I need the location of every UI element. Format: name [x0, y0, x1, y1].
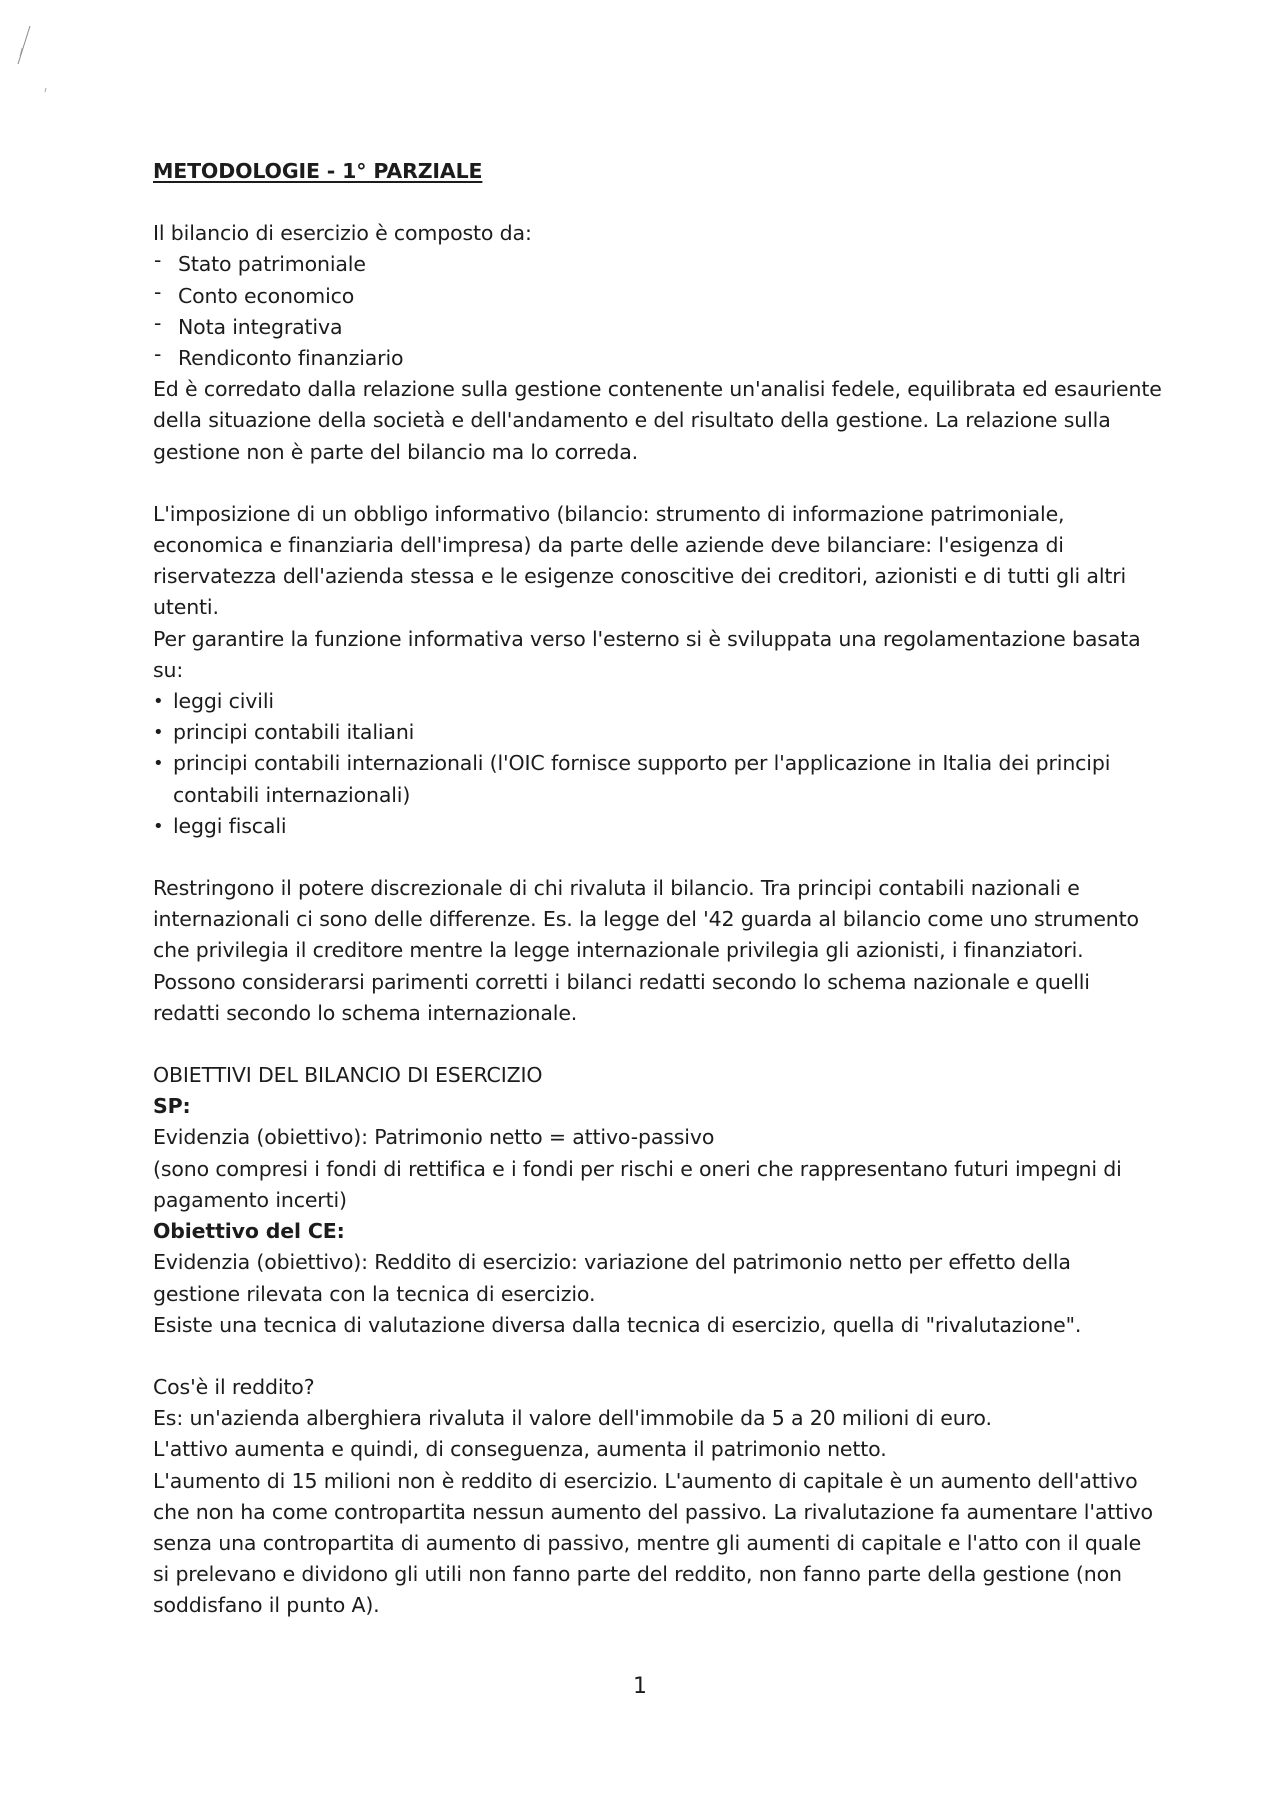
list-item — [153, 717, 1163, 748]
intro-text: Il bilancio di esercizio è composto da: — [153, 221, 532, 246]
scan-pen-mark — [8, 18, 58, 108]
sp-note: (sono compresi i fondi di rettifica e i fondi per rischi e oneri che rappresentano futuri impegni di pagamento incerti) — [153, 1156, 1122, 1212]
list-item-text: Conto economico — [178, 283, 355, 308]
list-item-text: leggi civili — [173, 689, 274, 714]
document-page — [153, 156, 1163, 1622]
sp-line: Evidenzia (obiettivo): Patrimonio netto = attivo-passivo — [153, 1125, 715, 1150]
paragraph-obbligo: L'imposizione di un obbligo informativo (bilancio: strumento di informazione patrimoniale, economica e finanziaria dell'impresa) da parte delle aziende deve bilanciare: l'esigenza di riservatezza dell'azienda stessa e le esigenze conoscitive dei creditori, azionisti e di tutti gli altri utenti. — [153, 501, 1127, 620]
spacer — [153, 1029, 1163, 1060]
reddito-aumento: L'aumento di 15 milioni non è reddito di esercizio. L'aumento di capitale è un aumento dell'attivo che non ha come contropartita nessun aumento del passivo. La rivalutazione fa aumentare l'attivo senza una contropartita di aumento di passivo, mentre gli aumenti di capitale e l'atto con il quale si prelevano e dividono gli utili non fanno parte del reddito, non fanno parte della gestione (non soddisfano il punto A). — [153, 1468, 1153, 1618]
spacer — [153, 468, 1163, 499]
list-item — [153, 748, 1163, 810]
reddito-attivo: L'attivo aumenta e quindi, di conseguenza, aumenta il patrimonio netto. — [153, 1437, 887, 1462]
list-item — [153, 811, 1163, 842]
list-item — [153, 343, 1163, 374]
sources-list — [153, 686, 1163, 842]
dash-marker: - — [154, 279, 162, 304]
spacer — [153, 1341, 1163, 1372]
objectives-heading: OBIETTIVI DEL BILANCIO DI ESERCIZIO — [153, 1063, 543, 1088]
components-list — [153, 249, 1163, 374]
reddito-question: Cos'è il reddito? — [153, 1374, 315, 1399]
list-item — [153, 249, 1163, 280]
list-item-text: leggi fiscali — [173, 813, 287, 838]
paragraph-regolamentazione: Per garantire la funzione informativa verso l'esterno si è sviluppata una regolamentazione basata su: — [153, 626, 1141, 682]
paragraph-relazione: Ed è corredato dalla relazione sulla gestione contenente un'analisi fedele, equilibrata ed esauriente della situazione della società e dell'andamento e del risultato della gestione. La relazione sulla gestione non è parte del bilancio ma lo correda. — [153, 377, 1162, 464]
list-item — [153, 281, 1163, 312]
reddito-example: Es: un'azienda alberghiera rivaluta il valore dell'immobile da 5 a 20 milioni di euro. — [153, 1406, 992, 1431]
document-title: METODOLOGIE - 1° PARZIALE — [153, 159, 483, 183]
dash-marker: - — [154, 310, 162, 335]
dash-marker: - — [154, 248, 162, 273]
bullet-marker: • — [153, 815, 164, 837]
list-item — [153, 312, 1163, 343]
bullet-marker: • — [153, 753, 164, 775]
list-item — [153, 686, 1163, 717]
ce-heading: Obiettivo del CE: — [153, 1219, 345, 1244]
list-item-text: Stato patrimoniale — [178, 252, 366, 277]
dash-marker: - — [154, 342, 162, 367]
list-item-text: principi contabili internazionali (l'OIC fornisce supporto per l'applicazione in Italia dei principi contabili internazionali) — [173, 751, 1111, 807]
bullet-marker: • — [153, 722, 164, 744]
paragraph-restringono: Restringono il potere discrezionale di chi rivaluta il bilancio. Tra principi contabili nazionali e internazionali ci sono delle differenze. Es. la legge del '42 guarda al bilancio come uno strumento che privilegia il creditore mentre la legge internazionale privilegia gli azionisti, i finanziatori. Possono considerarsi parimenti corretti i bilanci redatti secondo lo schema nazionale e quelli redatti secondo lo schema internazionale. — [153, 876, 1139, 1025]
bullet-marker: • — [153, 691, 164, 713]
ce-line: Evidenzia (obiettivo): Reddito di esercizio: variazione del patrimonio netto per effetto della gestione rilevata con la tecnica di esercizio. — [153, 1250, 1071, 1306]
list-item-text: Nota integrativa — [178, 314, 343, 339]
list-item-text: Rendiconto finanziario — [178, 346, 404, 371]
ce-note: Esiste una tecnica di valutazione diversa dalla tecnica di esercizio, quella di "rivalutazione". — [153, 1312, 1082, 1337]
spacer — [153, 842, 1163, 873]
sp-heading: SP: — [153, 1094, 191, 1119]
spacer — [153, 187, 1163, 218]
list-item-text: principi contabili italiani — [173, 720, 415, 745]
page-number: 1 — [633, 1674, 647, 1699]
